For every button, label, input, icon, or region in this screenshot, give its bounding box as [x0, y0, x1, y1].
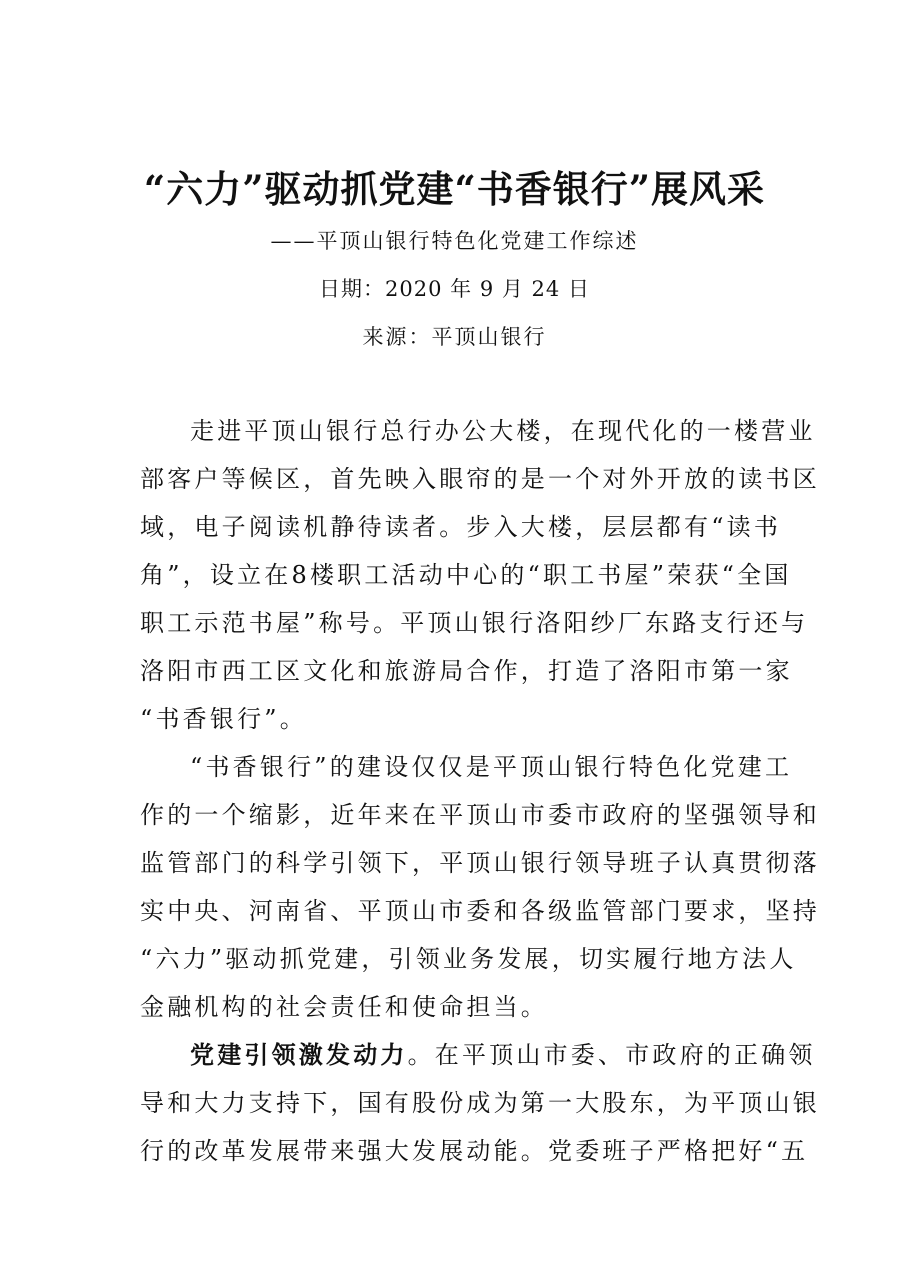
paragraph-line: 导和大力支持下，国有股份成为第一大股东，为平顶山银: [140, 1089, 820, 1117]
paragraph-line: 作的一个缩影，近年来在平顶山市委市政府的坚强领导和: [140, 801, 820, 829]
paragraph-line: 行的改革发展带来强大发展动能。党委班子严格把好“五: [140, 1137, 809, 1165]
document-source: 来源：平顶山银行: [362, 325, 547, 349]
paragraph-line: [140, 1031, 816, 1079]
document-date: 日期：2020 年 9 月 24 日: [319, 277, 590, 301]
document-title: “六力”驱动抓党建“书香银行”展风采: [143, 167, 766, 211]
paragraph-line: 职工示范书屋”称号。平顶山银行洛阳纱厂东路支行还与: [140, 609, 809, 637]
paragraph-2: [140, 743, 820, 1031]
document-body: [140, 407, 820, 1175]
paragraph-3: [140, 1031, 820, 1175]
paragraph-line: 角”，设立在8楼职工活动中心的“职工书屋”荣获“全国: [140, 561, 792, 589]
paragraph-line: 监管部门的科学引领下，平顶山银行领导班子认真贯彻落: [140, 849, 820, 877]
document-subtitle: ——平顶山银行特色化党建工作综述: [270, 229, 639, 253]
paragraph-line: “书香银行”。: [140, 705, 307, 733]
paragraph-line: 走进平顶山银行总行办公大楼，在现代化的一楼营业: [190, 417, 816, 445]
paragraph-line: “书香银行”的建设仅仅是平顶山银行特色化党建工: [190, 753, 793, 781]
paragraph-lead-heading: 党建引领激发动力: [190, 1040, 408, 1069]
paragraph-line: 域，电子阅读机静待读者。步入大楼，层层都有“读书: [140, 513, 782, 541]
paragraph-line-rest: 。在平顶山市委、市政府的正确领: [407, 1041, 816, 1069]
paragraph-line: “六力”驱动抓党建，引领业务发展，切实履行地方法人: [140, 945, 797, 973]
paragraph-line: 部客户等候区，首先映入眼帘的是一个对外开放的读书区: [140, 465, 820, 493]
paragraph-line: 实中央、河南省、平顶山市委和各级监管部门要求，坚持: [140, 897, 820, 925]
paragraph-line: 金融机构的社会责任和使命担当。: [140, 993, 548, 1021]
paragraph-line: 洛阳市西工区文化和旅游局合作，打造了洛阳市第一家: [140, 657, 793, 685]
paragraph-1: [140, 407, 820, 743]
